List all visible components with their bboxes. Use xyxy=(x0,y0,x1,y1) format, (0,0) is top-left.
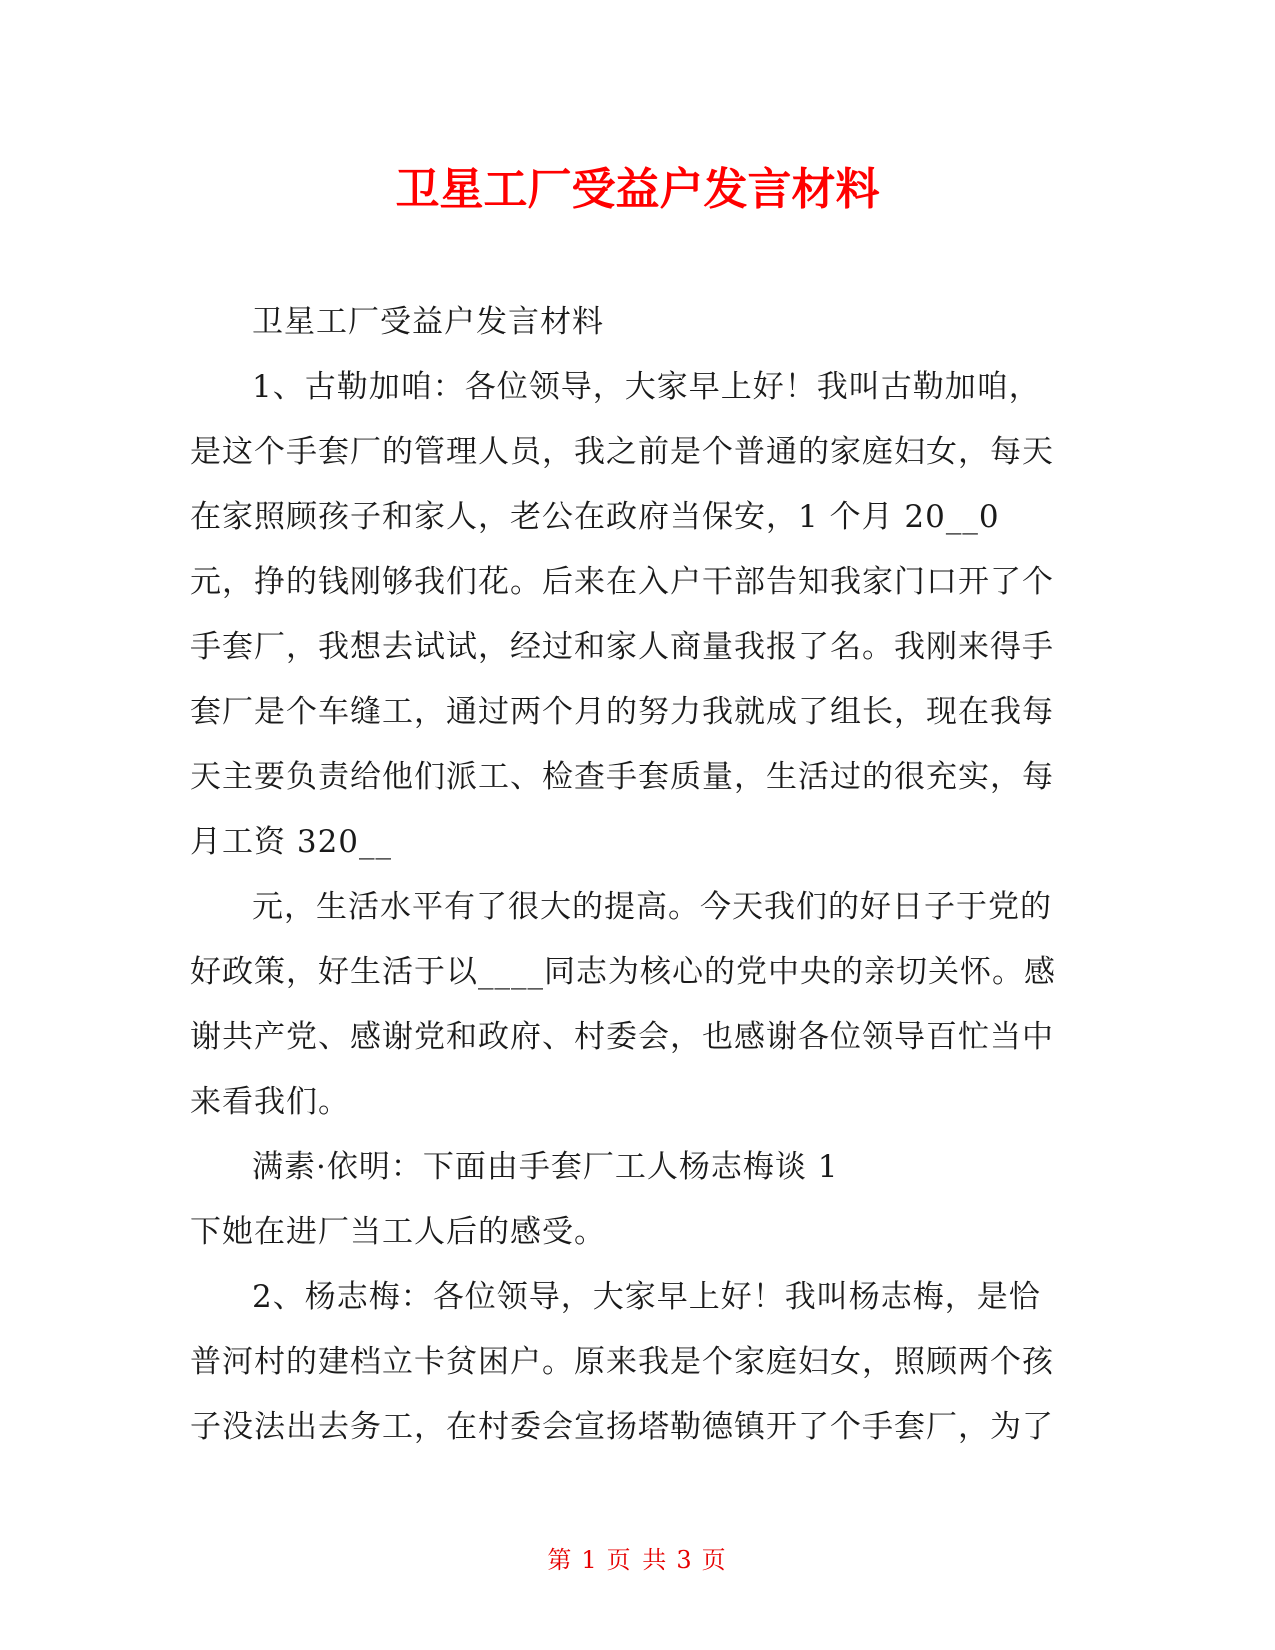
body-line: 卫星工厂受益户发言材料 xyxy=(252,304,604,340)
body-line: 普河村的建档立卡贫困户。原来我是个家庭妇女，照顾两个孩 xyxy=(190,1344,1054,1380)
body-line: 满素·依明：下面由手套厂工人杨志梅谈 1 xyxy=(252,1149,839,1185)
page-footer xyxy=(0,1545,1275,1575)
footer-prefix: 第 xyxy=(547,1546,574,1574)
body-line: 来看我们。 xyxy=(190,1084,350,1120)
footer-middle: 页 共 xyxy=(606,1546,669,1574)
body-line: 谢共产党、感谢党和政府、村委会，也感谢各位领导百忙当中 xyxy=(190,1019,1054,1055)
body-line: 手套厂，我想去试试，经过和家人商量我报了名。我刚来得手 xyxy=(190,629,1054,665)
footer-page-number: 1 xyxy=(581,1546,599,1574)
footer-suffix: 页 xyxy=(701,1546,728,1574)
body-line: 元，挣的钱刚够我们花。后来在入户干部告知我家门口开了个 xyxy=(190,564,1054,600)
body-line: 下她在进厂当工人后的感受。 xyxy=(190,1214,606,1250)
body-line: 好政策，好生活于以____同志为核心的党中央的亲切关怀。感 xyxy=(190,954,1056,990)
body-line: 套厂是个车缝工，通过两个月的努力我就成了组长，现在我每 xyxy=(190,694,1054,730)
body-line: 1、古勒加咱：各位领导，大家早上好！我叫古勒加咱， xyxy=(252,369,1041,405)
footer-total-pages: 3 xyxy=(676,1546,694,1574)
body-line: 天主要负责给他们派工、检查手套质量，生活过的很充实，每 xyxy=(190,759,1054,795)
body-line: 元，生活水平有了很大的提高。今天我们的好日子于党的 xyxy=(252,889,1052,925)
body-line: 子没法出去务工，在村委会宣扬塔勒德镇开了个手套厂，为了 xyxy=(190,1409,1054,1445)
body-line: 2、杨志梅：各位领导，大家早上好！我叫杨志梅，是恰 xyxy=(252,1279,1041,1315)
document-body xyxy=(190,290,1090,1460)
body-line: 在家照顾孩子和家人，老公在政府当保安，1 个月 20__0 xyxy=(190,499,1000,535)
body-line: 月工资 320__ xyxy=(190,824,393,860)
body-line: 是这个手套厂的管理人员，我之前是个普通的家庭妇女，每天 xyxy=(190,434,1054,470)
document-title: 卫星工厂受益户发言材料 xyxy=(395,164,880,215)
